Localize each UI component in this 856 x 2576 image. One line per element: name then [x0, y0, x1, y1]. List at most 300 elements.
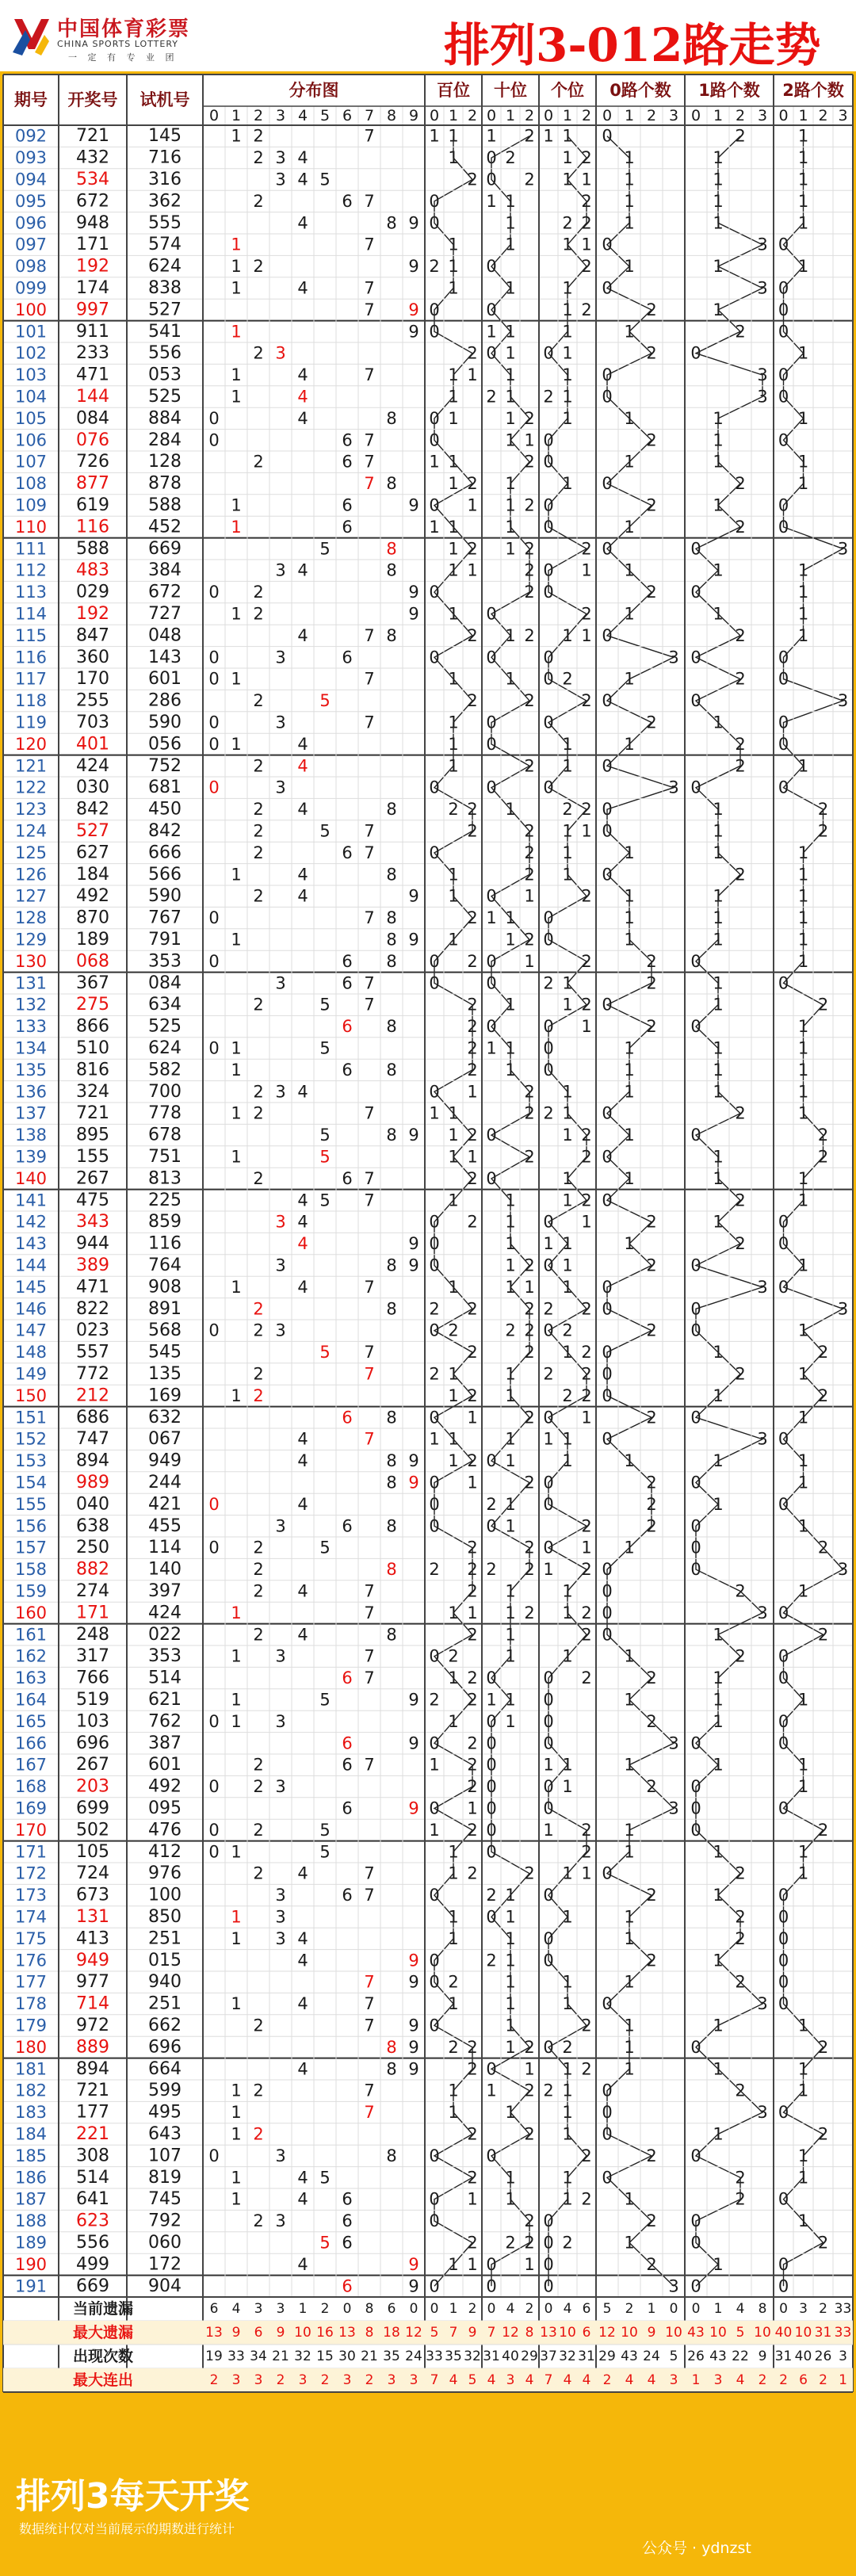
route-count-mark: 0	[778, 1972, 789, 1992]
route-hit-mark: 0	[429, 1494, 440, 1514]
route-count-mark: 0	[690, 1798, 701, 1818]
dist-subheader: 3	[275, 107, 286, 124]
trial-cell: 678	[148, 1125, 182, 1145]
route-hit-mark: 1	[505, 474, 516, 494]
trial-cell: 048	[148, 625, 182, 646]
stats-value: 24	[643, 2349, 660, 2364]
trial-cell: 940	[148, 1972, 182, 1993]
dist-subheader: 8	[386, 107, 397, 124]
period-cell: 187	[14, 2189, 48, 2209]
route-omission: 1	[448, 1451, 459, 1471]
distribution-mark: 2	[253, 2016, 264, 2035]
distribution-mark: 0	[208, 1494, 220, 1514]
route-omission: 1	[505, 343, 516, 363]
distribution-mark: 1	[231, 930, 242, 950]
stats-value: 19	[205, 2349, 223, 2364]
trial-cell: 664	[148, 2058, 182, 2079]
period-cell: 123	[14, 800, 48, 820]
distribution-mark: 8	[386, 1516, 397, 1536]
trial-cell: 100	[148, 1885, 182, 1905]
distribution-mark: 7	[364, 1343, 375, 1363]
route-count-mark: 1	[624, 213, 635, 233]
route-count-mark: 0	[690, 2211, 701, 2231]
route-hit-mark: 1	[505, 1277, 516, 1297]
stats-value: 12	[405, 2325, 422, 2341]
period-cell: 100	[14, 300, 48, 319]
route-hit-mark: 0	[486, 343, 497, 363]
stats-value: 40	[794, 2349, 812, 2364]
route-hit-mark: 0	[486, 1516, 497, 1536]
distribution-mark: 2	[253, 148, 264, 168]
route-hit-mark: 2	[467, 1820, 478, 1840]
route-count-mark: 3	[757, 387, 768, 407]
route-hit-mark: 1	[505, 1234, 516, 1254]
route-count-mark: 0	[602, 1560, 613, 1580]
route-count-mark: 0	[778, 1994, 789, 2014]
period-cell: 180	[14, 2037, 48, 2057]
period-cell: 092	[14, 126, 48, 146]
route-count-mark: 0	[602, 2168, 613, 2188]
route-count-mark: 1	[713, 800, 724, 820]
distribution-mark: 1	[231, 2168, 242, 2188]
route-count-mark: 2	[646, 2254, 657, 2274]
distribution-mark: 6	[342, 517, 353, 537]
route-hit-mark: 1	[562, 1646, 573, 1666]
route-count-mark: 1	[713, 1755, 724, 1775]
route-count-mark: 0	[602, 365, 613, 385]
route-hit-mark: 1	[505, 1494, 516, 1514]
route-omission: 1	[486, 1038, 497, 1058]
distribution-mark: 2	[253, 1103, 264, 1123]
distribution-mark: 1	[231, 734, 242, 754]
route-hit-mark: 0	[429, 778, 440, 797]
distribution-mark: 4	[297, 387, 308, 407]
route-omission: 2	[524, 1603, 535, 1622]
route-count-mark: 0	[602, 1147, 613, 1167]
period-cell: 103	[14, 365, 48, 385]
route-hit-mark: 2	[467, 1538, 478, 1557]
period-cell: 144	[14, 1256, 48, 1275]
draw-cell: 772	[76, 1364, 109, 1384]
period-cell: 107	[14, 452, 48, 472]
route-count-mark: 1	[624, 408, 635, 428]
route-count-mark: 0	[690, 1777, 701, 1797]
route-hit-mark: 2	[467, 1038, 478, 1058]
distribution-mark: 1	[231, 278, 242, 298]
route-count-mark: 0	[602, 756, 613, 776]
route-hit-mark: 0	[429, 2276, 440, 2296]
route-count-mark: 0	[602, 1364, 613, 1384]
route-hit-mark: 2	[467, 1451, 478, 1471]
route-hit-mark: 1	[448, 1863, 459, 1883]
route-count-mark: 2	[646, 343, 657, 363]
route-hit-mark: 0	[429, 2189, 440, 2209]
route-omission: 1	[543, 126, 554, 146]
route-omission: 1	[467, 2189, 478, 2209]
route-hit-mark: 1	[562, 756, 573, 776]
period-cell: 096	[14, 213, 48, 233]
distribution-mark: 3	[275, 1777, 286, 1797]
table-background	[3, 75, 853, 2392]
route-count-mark: 1	[797, 908, 809, 928]
distribution-mark: 2	[253, 1168, 264, 1188]
route-omission: 2	[448, 1972, 459, 1992]
distribution-mark: 0	[208, 1777, 220, 1797]
route-count-mark: 3	[757, 278, 768, 298]
route-count-mark: 1	[713, 886, 724, 906]
route-hit-mark: 1	[562, 734, 573, 754]
route-hit-mark: 1	[562, 1343, 573, 1363]
trial-cell: 316	[148, 170, 182, 189]
route-hit-mark: 2	[467, 1168, 478, 1188]
route-hit-mark: 2	[524, 560, 535, 580]
route-hit-mark: 1	[448, 257, 459, 277]
route-count-mark: 2	[735, 1928, 746, 1948]
route-hit-mark: 2	[467, 1777, 478, 1797]
trial-cell: 624	[148, 1038, 182, 1058]
page-title: 排列3-012路走势	[444, 18, 821, 72]
route-omission: 1	[581, 625, 592, 645]
trial-cell: 397	[148, 1581, 182, 1601]
route-hit-mark: 0	[543, 908, 554, 928]
route-count-mark: 1	[797, 1473, 809, 1492]
route-count-mark: 3	[837, 1299, 849, 1319]
route-count-mark: 0	[778, 387, 789, 407]
route-count-mark: 0	[778, 495, 789, 515]
distribution-mark: 6	[342, 1886, 353, 1905]
dist-subheader: 9	[408, 107, 419, 124]
route-count-mark: 1	[624, 1038, 635, 1058]
distribution-mark: 1	[231, 1994, 242, 2014]
route-hit-mark: 0	[543, 1494, 554, 1514]
distribution-mark: 7	[364, 1364, 375, 1384]
route-omission: 2	[486, 387, 497, 407]
route-hit-mark: 1	[505, 365, 516, 385]
distribution-mark: 1	[231, 1928, 242, 1948]
route-hit-mark: 0	[543, 560, 554, 580]
route-hit-mark: 2	[524, 1299, 535, 1319]
stats-value: 43	[709, 2349, 727, 2364]
route-omission: 1	[505, 1711, 516, 1731]
route-hit-mark: 0	[486, 170, 497, 189]
route-count-mark: 0	[778, 1928, 789, 1948]
route-omission: 2	[505, 2233, 516, 2253]
route-hit-mark: 1	[562, 235, 573, 254]
route-hit-mark: 2	[524, 1082, 535, 1102]
route-count-mark: 2	[646, 1473, 657, 1492]
stats-value: 1	[713, 2301, 723, 2317]
route-count-mark: 1	[713, 1451, 724, 1471]
route-hit-mark: 1	[562, 170, 573, 189]
distribution-mark: 9	[408, 2276, 419, 2296]
route-hit-mark: 0	[429, 1516, 440, 1536]
route-omission: 2	[505, 1320, 516, 1340]
route-count-mark: 1	[624, 2037, 635, 2057]
route-hit-mark: 2	[524, 756, 535, 776]
draw-cell: 389	[76, 1256, 109, 1275]
period-cell: 178	[14, 1994, 48, 2014]
distribution-mark: 8	[386, 625, 397, 645]
distribution-mark: 4	[297, 2189, 308, 2209]
distribution-mark: 9	[408, 2254, 419, 2274]
route-hit-mark: 1	[562, 865, 573, 885]
route-hit-mark: 2	[524, 1320, 535, 1340]
route-count-mark: 1	[797, 1320, 809, 1340]
distribution-mark: 0	[208, 951, 220, 971]
route-count-mark: 0	[602, 235, 613, 254]
trial-cell: 128	[148, 452, 182, 472]
route-omission: 1	[448, 1385, 459, 1405]
distribution-mark: 3	[275, 1320, 286, 1340]
route-count-mark: 0	[778, 1951, 789, 1970]
draw-cell: 894	[76, 1450, 109, 1471]
distribution-mark: 8	[386, 474, 397, 494]
distribution-mark: 8	[386, 930, 397, 950]
route-count-mark: 1	[797, 1516, 809, 1536]
period-cell: 189	[14, 2233, 48, 2253]
period-cell: 108	[14, 474, 48, 494]
route-count-mark: 1	[713, 408, 724, 428]
distribution-mark: 6	[342, 430, 353, 450]
stats-value: 18	[383, 2325, 400, 2341]
column-header-dist: 分布图	[289, 81, 339, 100]
period-cell: 133	[14, 1017, 48, 1037]
trial-cell: 696	[148, 2037, 182, 2058]
distribution-mark: 3	[275, 170, 286, 189]
route-hit-mark: 1	[562, 1907, 573, 1927]
route-hit-mark: 2	[524, 408, 535, 428]
route-count-mark: 0	[778, 973, 789, 993]
route-count-mark: 2	[735, 734, 746, 754]
route-count-mark: 1	[713, 495, 724, 515]
distribution-mark: 8	[386, 1060, 397, 1080]
route-hit-mark: 2	[524, 126, 535, 146]
draw-cell: 189	[76, 930, 109, 950]
route-hit-mark: 2	[581, 539, 592, 559]
stats-value: 13	[338, 2325, 356, 2341]
route-count-mark: 0	[690, 951, 701, 971]
trial-cell: 353	[148, 1646, 182, 1667]
draw-cell: 170	[76, 669, 109, 690]
route-hit-mark: 2	[524, 843, 535, 862]
distribution-mark: 9	[408, 1126, 419, 1145]
route-count-mark: 1	[713, 1147, 724, 1167]
distribution-mark: 8	[386, 213, 397, 233]
period-cell: 137	[14, 1103, 48, 1123]
route-hit-mark: 0	[429, 1212, 440, 1232]
route-hit-mark: 1	[505, 213, 516, 233]
route-hit-mark: 0	[486, 1126, 497, 1145]
route-count-mark: 0	[778, 1494, 789, 1514]
route-hit-mark: 0	[429, 1951, 440, 1970]
trial-cell: 566	[148, 864, 182, 885]
distribution-mark: 7	[364, 1646, 375, 1666]
route-count-mark: 1	[713, 1168, 724, 1188]
route-hit-mark: 2	[581, 1299, 592, 1319]
trial-cell: 601	[148, 1755, 182, 1775]
distribution-mark: 9	[408, 2037, 419, 2057]
route-count-mark: 3	[757, 1429, 768, 1449]
stats-value: 29	[598, 2349, 616, 2364]
route-hit-mark: 1	[448, 1277, 459, 1297]
route-hit-mark: 0	[429, 1082, 440, 1102]
stats-value: 31	[814, 2325, 832, 2341]
route-hit-mark: 2	[467, 1126, 478, 1145]
distribution-mark: 0	[208, 408, 220, 428]
trial-cell: 362	[148, 191, 182, 212]
distribution-mark: 0	[208, 734, 220, 754]
stats-value: 3	[298, 2372, 308, 2388]
route-omission: 1	[562, 995, 573, 1015]
route-hit-mark: 1	[505, 995, 516, 1015]
distribution-mark: 4	[297, 148, 308, 168]
trial-cell: 752	[148, 755, 182, 776]
distribution-mark: 1	[231, 322, 242, 342]
route-omission: 2	[581, 2189, 592, 2209]
distribution-mark: 1	[231, 1147, 242, 1167]
distribution-mark: 7	[364, 1886, 375, 1905]
route-hit-mark: 0	[486, 1711, 497, 1731]
route-omission: 1	[581, 560, 592, 580]
distribution-mark: 7	[364, 1668, 375, 1688]
distribution-mark: 0	[208, 1820, 220, 1840]
distribution-mark: 8	[386, 1560, 397, 1580]
period-cell: 130	[14, 951, 48, 971]
route-omission: 2	[524, 170, 535, 189]
route-count-mark: 0	[602, 1429, 613, 1449]
route-hit-mark: 0	[543, 2211, 554, 2231]
route-omission: 1	[467, 1473, 478, 1492]
trial-cell: 412	[148, 1841, 182, 1862]
distribution-mark: 3	[275, 1907, 286, 1927]
route-count-mark: 1	[713, 2124, 724, 2144]
route-hit-mark: 1	[562, 2124, 573, 2144]
route-count-mark: 0	[602, 278, 613, 298]
distribution-mark: 6	[342, 648, 353, 667]
route-count-mark: 1	[624, 1168, 635, 1188]
route-omission: 1	[486, 322, 497, 342]
route-count-mark: 0	[602, 539, 613, 559]
stats-value: 3	[713, 2372, 723, 2388]
distribution-mark: 6	[342, 1755, 353, 1775]
period-cell: 099	[14, 278, 48, 298]
route-count-mark: 0	[690, 778, 701, 797]
route-hit-mark: 0	[486, 300, 497, 319]
dist-subheader: 7	[364, 107, 375, 124]
trial-cell: 568	[148, 1320, 182, 1341]
route-hit-mark: 0	[486, 148, 497, 168]
route-omission: 2	[429, 1364, 440, 1384]
draw-cell: 989	[76, 1473, 109, 1492]
route-count-mark: 2	[735, 474, 746, 494]
route-omission: 2	[467, 1212, 478, 1232]
route-hit-mark: 0	[429, 583, 440, 602]
route-hit-mark: 2	[467, 1343, 478, 1363]
distribution-mark: 3	[275, 2146, 286, 2165]
route-omission: 1	[467, 365, 478, 385]
route-count-mark: 0	[778, 1277, 789, 1297]
distribution-mark: 5	[319, 539, 331, 559]
distribution-mark: 5	[319, 1343, 331, 1363]
distribution-mark: 8	[386, 1299, 397, 1319]
route-count-mark: 2	[817, 1385, 829, 1405]
distribution-mark: 1	[231, 1907, 242, 1927]
distribution-mark: 8	[386, 2059, 397, 2079]
distribution-mark: 9	[408, 2016, 419, 2035]
route-hit-mark: 0	[486, 1755, 497, 1775]
route-hit-mark: 2	[467, 2037, 478, 2057]
route-hit-mark: 1	[562, 322, 573, 342]
trial-cell: 053	[148, 365, 182, 385]
route-hit-mark: 0	[543, 1798, 554, 1818]
route-omission: 1	[505, 1516, 516, 1536]
route-count-mark: 1	[797, 1408, 809, 1428]
route-hit-mark: 1	[448, 148, 459, 168]
stats-value: 34	[250, 2349, 267, 2364]
route-count-mark: 1	[713, 1711, 724, 1731]
route-omission: 1	[448, 1126, 459, 1145]
stats-value: 26	[687, 2349, 705, 2364]
draw-cell: 527	[76, 821, 109, 841]
footer-title: 排列3每天开奖	[16, 2476, 250, 2517]
draw-cell: 721	[76, 126, 109, 147]
route-count-mark: 0	[602, 691, 613, 711]
distribution-mark: 4	[297, 278, 308, 298]
count-subheader: 3	[757, 107, 768, 124]
stats-label: 当前遗漏	[72, 2300, 134, 2318]
draw-cell: 894	[76, 2058, 109, 2079]
distribution-mark: 4	[297, 800, 308, 820]
route-count-mark: 1	[624, 1451, 635, 1471]
route-count-mark: 2	[817, 2233, 829, 2253]
trial-cell: 387	[148, 1733, 182, 1753]
route-count-mark: 1	[624, 517, 635, 537]
route-count-mark: 0	[602, 474, 613, 494]
route-count-mark: 1	[624, 1126, 635, 1145]
route-hit-mark: 2	[581, 1842, 592, 1862]
stats-value: 8	[365, 2301, 374, 2317]
route-hit-mark: 0	[486, 648, 497, 667]
draw-cell: 317	[76, 1646, 109, 1667]
route-count-mark: 1	[624, 1690, 635, 1710]
route-count-mark: 0	[690, 1820, 701, 1840]
draw-cell: 514	[76, 2167, 109, 2188]
route-count-mark: 0	[778, 734, 789, 754]
route-hit-mark: 0	[429, 2211, 440, 2231]
route-omission: 1	[486, 126, 497, 146]
draw-cell: 267	[76, 1168, 109, 1189]
route-hit-mark: 0	[543, 1017, 554, 1037]
route-count-mark: 3	[757, 1603, 768, 1622]
stats-value: 35	[383, 2349, 400, 2364]
distribution-mark: 7	[364, 1755, 375, 1775]
trial-cell: 244	[148, 1473, 182, 1492]
route-hit-mark: 1	[562, 126, 573, 146]
route-count-mark: 0	[602, 1994, 613, 2014]
distribution-mark: 8	[386, 865, 397, 885]
distribution-mark: 4	[297, 2059, 308, 2079]
draw-cell: 177	[76, 2102, 109, 2123]
period-cell: 176	[14, 1951, 48, 1970]
route-count-mark: 1	[713, 2254, 724, 2274]
stats-value: 3	[799, 2301, 808, 2317]
stats-value: 3	[669, 2372, 678, 2388]
distribution-mark: 2	[253, 191, 264, 211]
route-omission: 1	[581, 1863, 592, 1883]
stats-value: 6	[582, 2325, 591, 2341]
distribution-mark: 1	[231, 1103, 242, 1123]
route-hit-mark: 2	[581, 951, 592, 971]
